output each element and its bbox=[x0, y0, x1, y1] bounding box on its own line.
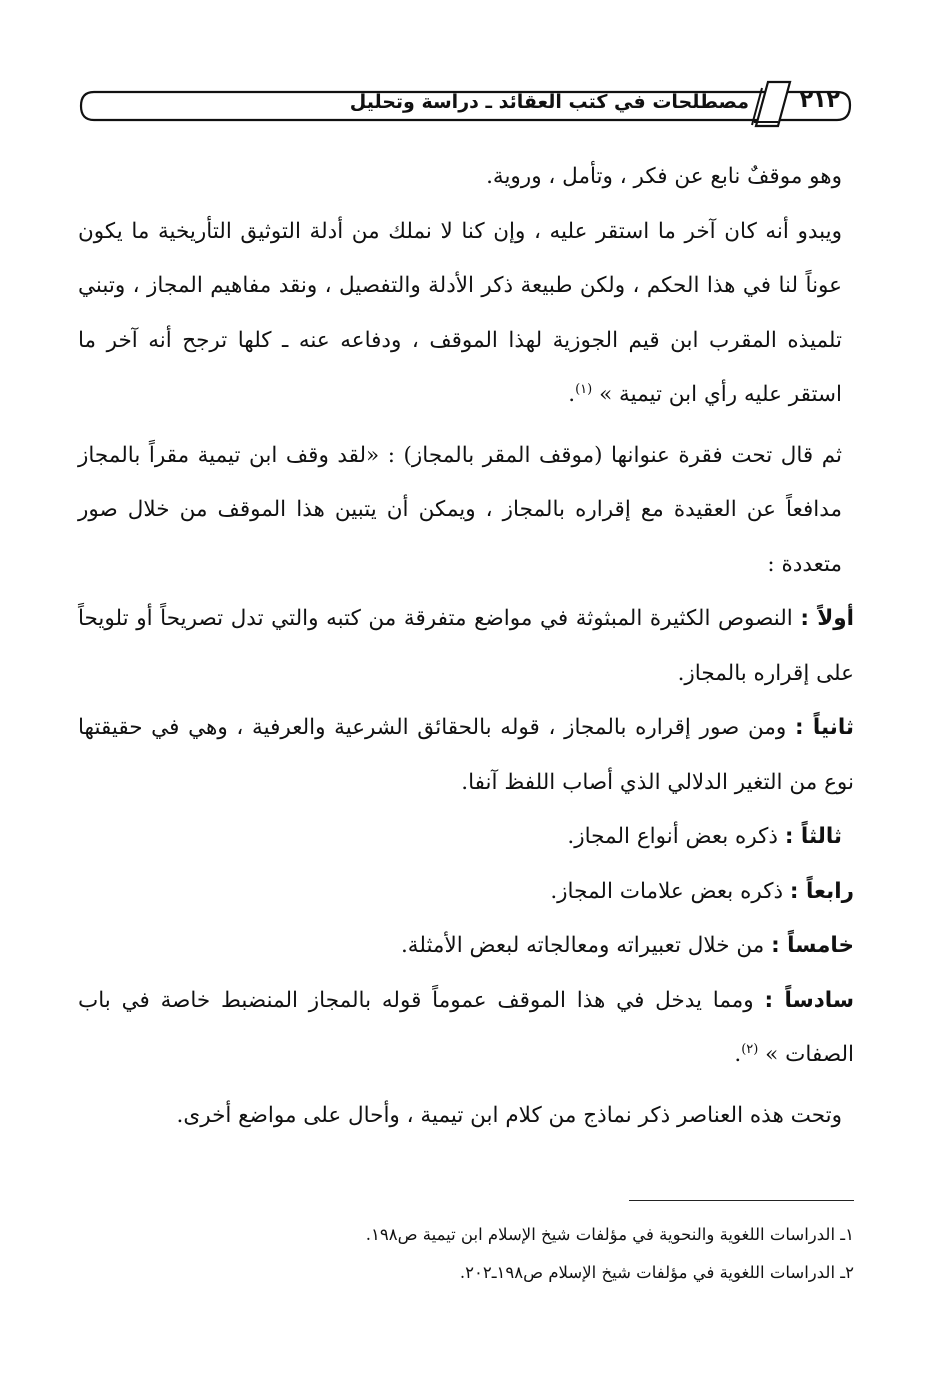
list-item bbox=[78, 974, 854, 1083]
paragraph bbox=[78, 150, 854, 205]
paragraph-text: وتحت هذه العناصر ذكر نماذج من كلام ابن تيمية ، وأحال على مواضع أخرى. bbox=[176, 1102, 842, 1128]
list-item-lead: رابعاً : bbox=[789, 878, 854, 904]
paragraph bbox=[78, 205, 854, 423]
list-item-text: ومما يدخل في هذا الموقف عموماً قوله بالمجاز المنضبط خاصة في باب الصفات » bbox=[78, 987, 854, 1067]
footnote-ref: (٢) bbox=[741, 1041, 759, 1057]
paragraph-text: ثم قال تحت فقرة عنوانها (موقف المقر بالمجاز) : «لقد وقف ابن تيمية مقراً بالمجاز مدافعاً عن العقيدة مع إقراره بالمجاز ، ويمكن أن يتبين هذا الموقف من خلال صور متعددة : bbox=[78, 442, 842, 577]
punctuation: . bbox=[568, 382, 576, 407]
list-item-lead: ثانياً : bbox=[794, 715, 855, 740]
footnote-ref: (١) bbox=[575, 381, 593, 397]
list-item bbox=[78, 592, 854, 701]
footnotes bbox=[200, 1216, 854, 1292]
paragraph bbox=[78, 429, 854, 593]
list-item-lead: سادساً : bbox=[764, 987, 854, 1013]
paragraph bbox=[78, 1089, 854, 1144]
footnote-separator bbox=[629, 1200, 854, 1201]
list-item-lead: خامساً : bbox=[771, 933, 854, 958]
punctuation: . bbox=[734, 1042, 742, 1067]
footnote: ١ـ الدراسات اللغوية والنحوية في مؤلفات شيخ الإسلام ابن تيمية ص١٩٨. bbox=[365, 1225, 854, 1244]
footnote: ٢ـ الدراسات اللغوية في مؤلفات شيخ الإسلام ص١٩٨ـ٢٠٢. bbox=[459, 1263, 854, 1282]
list-item-lead: ثالثاً : bbox=[784, 824, 842, 849]
list-item-text: ذكره بعض علامات المجاز. bbox=[550, 878, 784, 904]
running-header bbox=[78, 78, 853, 130]
list-item bbox=[78, 919, 854, 974]
list-item-text: ذكره بعض أنواع المجاز. bbox=[567, 824, 778, 849]
list-item bbox=[78, 810, 854, 865]
list-item-lead: أولاً : bbox=[800, 606, 854, 631]
paragraph-text: ويبدو أنه كان آخر ما استقر عليه ، وإن كنا لا نملك من أدلة التوثيق التأريخية ما يكون عوناً لنا في هذا الحكم ، ولكن طبيعة ذكر الأدلة والتفصيل ، ونقد مفاهيم المجاز ، وتبني تلميذه المقرب ابن قيم الجوزية لهذا الموقف ، ودفاعه عنه ـ كلها ترجح أنه آخر ما استقر عليه رأي ابن تيمية » bbox=[78, 218, 842, 407]
main-text bbox=[78, 150, 854, 1143]
page-number: ٢١٢ bbox=[799, 88, 840, 113]
paragraph-text: وهو موقفٌ نابع عن فكر ، وتأمل ، وروية. bbox=[486, 164, 842, 189]
list-item bbox=[78, 865, 854, 920]
list-item-text: النصوص الكثيرة المبثوثة في مواضع متفرقة من كتبه والتي تدل تصريحاً أو تلويحاً على إقراره بالمجاز. bbox=[78, 606, 854, 686]
list-item-text: ومن صور إقراره بالمجاز ، قوله بالحقائق الشرعية والعرفية ، وهي في حقيقتها نوع من التغير الدلالي الذي أصاب اللفظ آنفا. bbox=[78, 715, 854, 795]
list-item-text: من خلال تعبيراته ومعالجاته لبعض الأمثلة. bbox=[400, 933, 765, 958]
list-item bbox=[78, 701, 854, 810]
header-title: مصطلحات في كتب العقائد ـ دراسة وتحليل bbox=[349, 91, 749, 113]
